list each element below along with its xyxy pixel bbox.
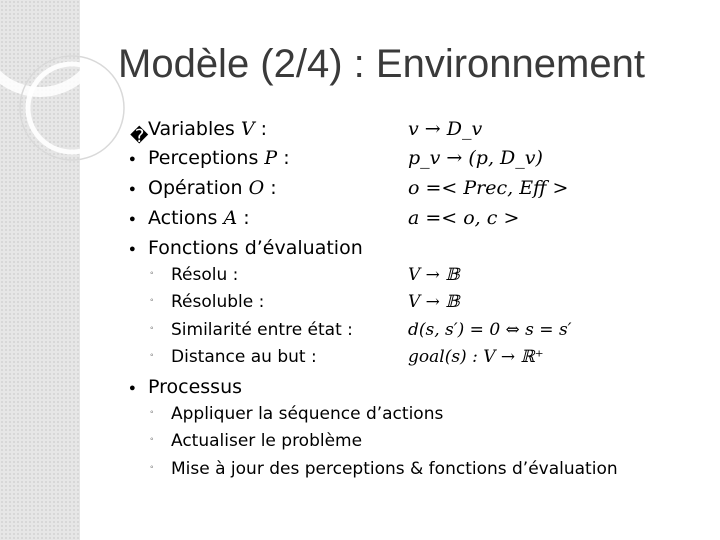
bullet-marker: ◦ [150, 323, 154, 334]
bullet-marker: ● [129, 153, 136, 165]
list-item-label: Résolu : [171, 265, 239, 285]
list-item [171, 404, 443, 424]
list-item-symbol: V [240, 118, 255, 140]
list-item [148, 207, 250, 229]
list-item-label: Opération [148, 177, 249, 199]
formula: v → D_v [408, 118, 483, 140]
list-item-label: Perceptions [148, 147, 265, 169]
bullet-marker: ◦ [150, 295, 154, 306]
list-item-colon: : [277, 147, 290, 169]
list-item-label: Distance au but : [171, 347, 317, 367]
bullet-marker: ◦ [150, 407, 154, 418]
list-item-label: Fonctions d’évaluation [148, 237, 363, 259]
bullet-marker: ◦ [150, 268, 154, 279]
list-item-colon: : [237, 207, 250, 229]
list-item [171, 320, 353, 340]
missing-glyph: � [130, 126, 149, 146]
list-item [148, 118, 267, 140]
formula: a =< o, c > [408, 207, 520, 229]
list-item-label: Appliquer la séquence d’actions [171, 404, 444, 424]
list-item [148, 376, 242, 398]
list-item-label: Variables [148, 118, 241, 140]
bullet-marker: ● [129, 243, 136, 255]
list-item [171, 431, 362, 451]
list-item [148, 237, 363, 259]
list-item-symbol: P [264, 147, 278, 169]
list-item [171, 459, 618, 479]
formula: V → 𝔹 [408, 292, 460, 312]
formula: p_v → (p, D_v) [408, 147, 543, 169]
list-item-symbol: A [223, 207, 238, 229]
bullet-marker: ◦ [150, 462, 154, 473]
list-item [148, 147, 290, 169]
bullet-marker: ● [129, 183, 136, 195]
bullet-marker: ● [129, 382, 136, 394]
formula: goal(s) : V → ℝ⁺ [408, 347, 544, 367]
list-item-label: Actualiser le problème [171, 431, 363, 451]
list-item-label: Similarité entre état : [171, 320, 353, 340]
bullet-marker: ◦ [150, 350, 154, 361]
slide-title: Modèle (2/4) : Environnement [118, 42, 645, 86]
list-item [171, 265, 238, 285]
list-item-colon: : [254, 118, 268, 140]
formula: o =< Prec, Eff > [408, 177, 569, 199]
bullet-marker: ● [129, 213, 136, 225]
list-item-colon: : [264, 177, 277, 199]
list-item-symbol: O [248, 177, 265, 199]
list-item [171, 292, 264, 312]
bullet-marker: ◦ [150, 434, 154, 445]
list-item-label: Actions [148, 207, 224, 229]
formula: d(s, s′) = 0 ⇔ s = s′ [408, 320, 572, 340]
list-item-label: Processus [148, 376, 243, 398]
list-item-label: Mise à jour des perceptions & fonctions d’évaluation [171, 459, 618, 479]
list-item [171, 347, 317, 367]
formula: V → 𝔹 [408, 265, 460, 285]
list-item [148, 177, 277, 199]
list-item-label: Résoluble : [171, 292, 265, 312]
